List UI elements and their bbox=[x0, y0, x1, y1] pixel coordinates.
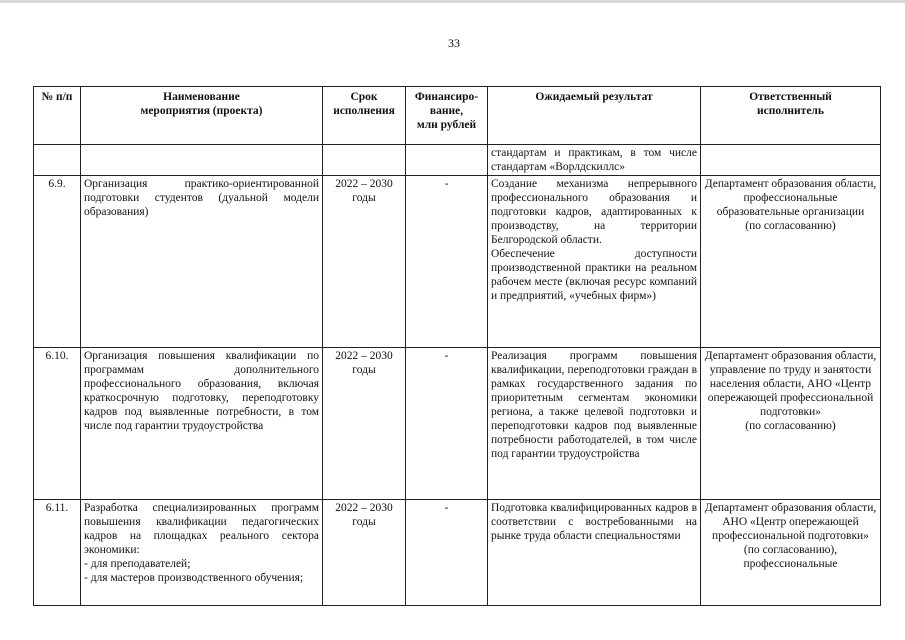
row-term: 2022 – 2030 годы bbox=[323, 348, 406, 500]
header-finance: Финансиро- вание, млн рублей bbox=[406, 87, 488, 145]
header-name: Наименование мероприятия (проекта) bbox=[81, 87, 323, 145]
row-name: Организация повышения квалификации по программам дополнительного профессионального образования, включая краткосрочную подготовку, переподготовку кадров под выявленные потребности, в том числе под гарантии трудоустройства bbox=[81, 348, 323, 500]
row-responsible: Департамент образования области, профессиональные образовательные организации (по согласованию) bbox=[701, 176, 881, 348]
page-number: 33 bbox=[448, 36, 460, 50]
row-result: Реализация программ повышения квалификации, переподготовки граждан в рамках государственного задания по приоритетным сегментам экономики региона, а также целевой подготовки и переподготовки кадров под выявленные потребности работодателей, в том числе под гарантии трудоустройства bbox=[488, 348, 701, 500]
cont-result: стандартам и практикам, в том числе стандартам «Ворлдскиллс» bbox=[488, 145, 701, 176]
row-name: Организация практико-ориентированной подготовки студентов (дуальной модели образования) bbox=[81, 176, 323, 348]
table-row bbox=[34, 176, 881, 348]
cont-term bbox=[323, 145, 406, 176]
cont-name bbox=[81, 145, 323, 176]
row-responsible: Департамент образования области, АНО «Центр опережающей профессиональной подготовки» (по согласованию), профессиональные bbox=[701, 500, 881, 606]
row-result: Подготовка квалифицированных кадров в соответствии с востребованными на рынке труда области специальностями bbox=[488, 500, 701, 606]
header-responsible: Ответственный исполнитель bbox=[701, 87, 881, 145]
row-num: 6.10. bbox=[34, 348, 81, 500]
row-finance: - bbox=[406, 176, 488, 348]
cont-finance bbox=[406, 145, 488, 176]
row-term: 2022 – 2030 годы bbox=[323, 176, 406, 348]
header-num: № п/п bbox=[34, 87, 81, 145]
table-row bbox=[34, 348, 881, 500]
header-term: Срок исполнения bbox=[323, 87, 406, 145]
table-header-row bbox=[34, 87, 881, 145]
program-table bbox=[33, 86, 881, 606]
header-result: Ожидаемый результат bbox=[488, 87, 701, 145]
cont-responsible bbox=[701, 145, 881, 176]
table-row bbox=[34, 500, 881, 606]
continuation-row bbox=[34, 145, 881, 176]
row-num: 6.9. bbox=[34, 176, 81, 348]
row-term: 2022 – 2030 годы bbox=[323, 500, 406, 606]
scan-top-edge bbox=[0, 0, 905, 3]
row-responsible: Департамент образования области, управление по труду и занятости населения области, АНО «Центр опережающей профессиональной подготовки» (по согласованию) bbox=[701, 348, 881, 500]
row-finance: - bbox=[406, 348, 488, 500]
row-name: Разработка специализированных программ повышения квалификации педагогических кадров на площадках реального сектора экономики: - для преподавателей; - для мастеров производственного обучения; bbox=[81, 500, 323, 606]
row-result: Создание механизма непрерывного профессионального образования и подготовки кадров, адаптированных к производству, на территории Белгородской области. Обеспечение доступности производственной практики на реальном рабочем месте (включая ресурс компаний и предприятий, «учебных фирм») bbox=[488, 176, 701, 348]
row-num: 6.11. bbox=[34, 500, 81, 606]
cont-num bbox=[34, 145, 81, 176]
row-finance: - bbox=[406, 500, 488, 606]
